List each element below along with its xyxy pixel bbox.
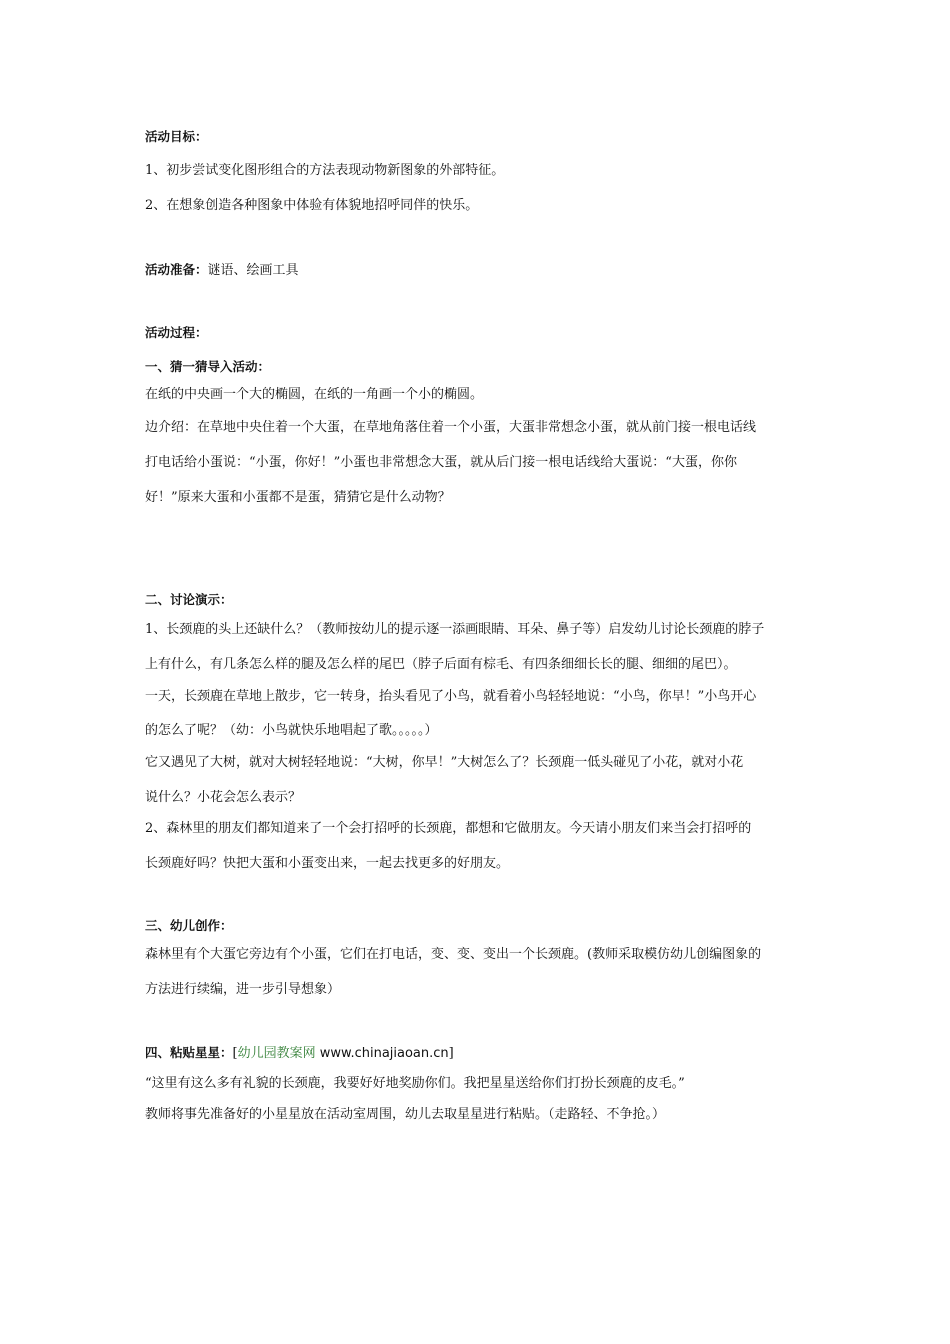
section4-line: “这里有这么多有礼貌的长颈鹿，我要好好地奖励你们。我把星星送给你们打扮长颈鹿的皮毛。” — [145, 1076, 685, 1091]
section3-heading: 三、幼儿创作： — [145, 918, 233, 933]
goal-item: 1、初步尝试变化图形组合的方法表现动物新图象的外部特征。 — [145, 163, 505, 178]
section2-line: 说什么？小花会怎么表示？ — [145, 790, 302, 805]
section3-line: 森林里有个大蛋它旁边有个小蛋，它们在打电话，变、变、变出一个长颈鹿。(教师采取模仿幼儿创编图象的 — [145, 947, 762, 962]
section1-line: 边介绍：在草地中央住着一个大蛋，在草地角落住着一个小蛋，大蛋非常想念小蛋，就从前门接一根电话线 — [145, 420, 757, 435]
site-link[interactable]: 幼儿园教案网 — [237, 1046, 316, 1061]
site-url[interactable]: www.chinajiaoan.cn — [319, 1046, 449, 1061]
goals-heading: 活动目标： — [145, 129, 208, 144]
section4-heading: 四、粘贴星星： — [145, 1045, 233, 1060]
section1-line: 打电话给小蛋说：“小蛋，你好！”小蛋也非常想念大蛋，就从后门接一根电话线给大蛋说：“大蛋，你你 — [145, 455, 737, 470]
section2-line: 上有什么，有几条怎么样的腿及怎么样的尾巴（脖子后面有棕毛、有四条细细长长的腿、细细的尾巴）。 — [145, 657, 737, 672]
section2-line: 1、长颈鹿的头上还缺什么？（教师按幼儿的提示逐一添画眼睛、耳朵、鼻子等）启发幼儿讨论长颈鹿的脖子 — [145, 622, 765, 637]
section4-heading-line — [145, 1044, 454, 1063]
process-heading: 活动过程： — [145, 325, 208, 340]
section2-heading: 二、讨论演示： — [145, 592, 233, 607]
section3-line: 方法进行续编，进一步引导想象） — [145, 982, 341, 997]
section2-line: 长颈鹿好吗？快把大蛋和小蛋变出来，一起去找更多的好朋友。 — [145, 856, 510, 871]
section1-line: 在纸的中央画一个大的椭圆，在纸的一角画一个小的椭圆。 — [145, 387, 484, 402]
section2-line: 它又遇见了大树，就对大树轻轻地说：“大树，你早！”大树怎么了？长颈鹿一低头碰见了小花，就对小花 — [145, 755, 744, 770]
section1-line: 好！”原来大蛋和小蛋都不是蛋，猜猜它是什么动物？ — [145, 490, 451, 505]
section4-line: 教师将事先准备好的小星星放在活动室周围，幼儿去取星星进行粘贴。（走路轻、不争抢。） — [145, 1107, 666, 1122]
section2-line: 一天，长颈鹿在草地上散步，它一转身，抬头看见了小鸟，就看着小鸟轻轻地说：“小鸟，你早！”小鸟开心 — [145, 689, 757, 704]
prep-text: 谜语、绘画工具 — [207, 263, 299, 278]
section2-line: 2、森林里的朋友们都知道来了一个会打招呼的长颈鹿，都想和它做朋友。今天请小朋友们来当会打招呼的 — [145, 821, 752, 836]
prep-heading: 活动准备： — [145, 262, 208, 277]
goal-item: 2、在想象创造各种图象中体验有体貌地招呼同伴的快乐。 — [145, 198, 479, 213]
prep-line — [145, 261, 299, 280]
section2-line: 的怎么了呢？（幼：小鸟就快乐地唱起了歌。。。。。） — [145, 723, 438, 738]
bracket-close: ] — [448, 1046, 454, 1061]
bracket-open: [ — [232, 1046, 238, 1061]
section1-heading: 一、猜一猜导入活动： — [145, 359, 271, 374]
